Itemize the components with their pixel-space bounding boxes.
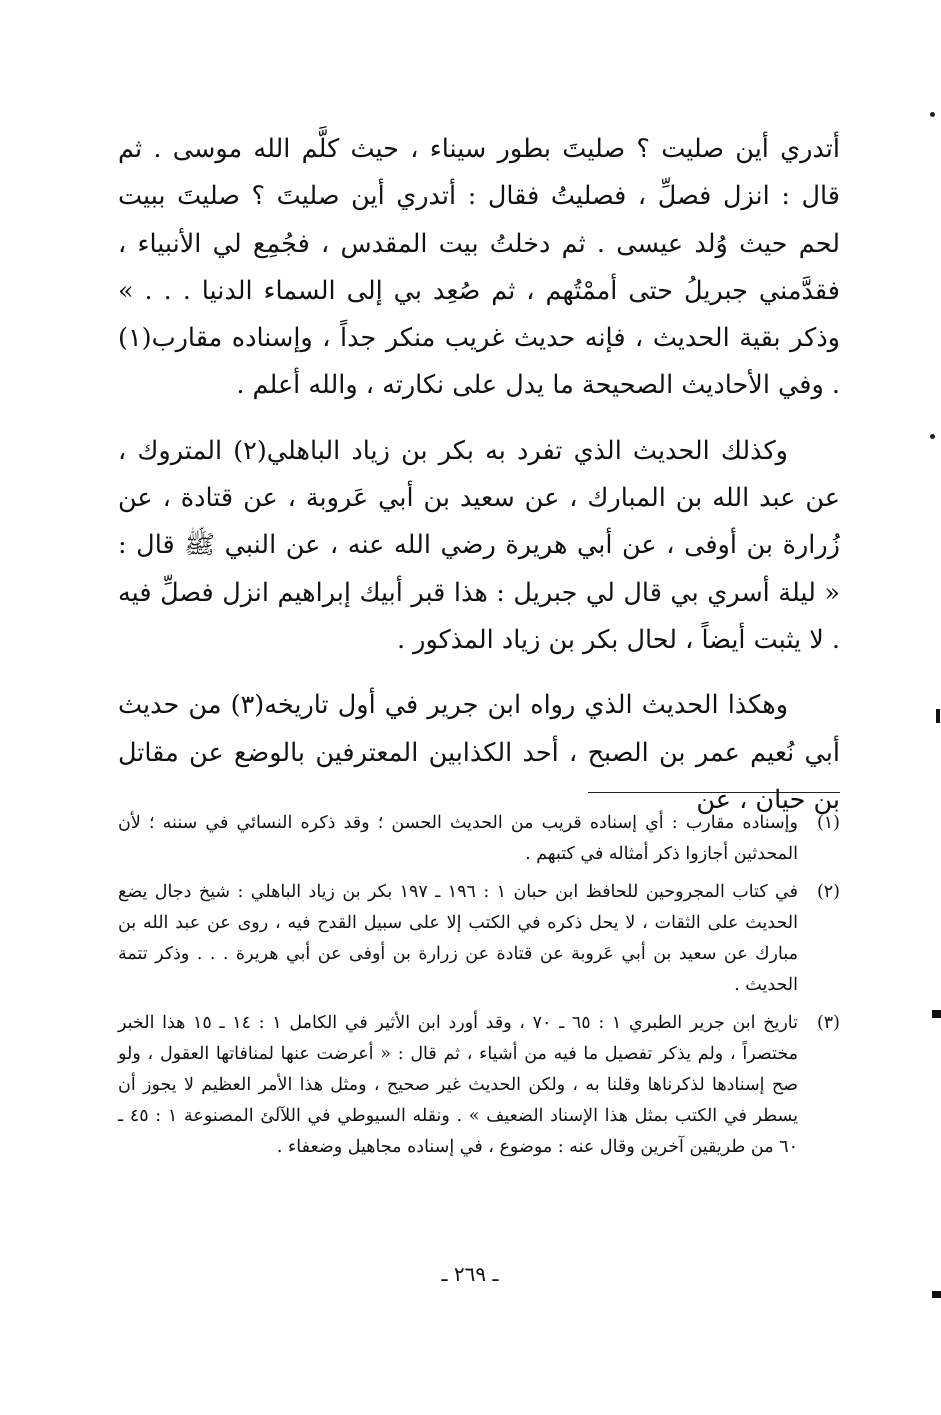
scan-edge-dot [930,112,935,117]
footnote-3 [118,1008,840,1163]
paragraph-3: وهكذا الحديث الذي رواه ابن جرير في أول تاريخه(٣) من حديث أبي نُعيم عمر بن الصبح ، أحد الكذابين المعترفين بالوضع عن مقاتل بن حيان ، عن [118,690,840,815]
page-number: ـ ٢٦٩ ـ [441,1262,499,1286]
footnote-text: وإسناده مقارب : أي إسناده قريب من الحديث الحسن ؛ وقد ذكره النسائي في سننه ؛ لأن المحدثين أجازوا ذكر أمثاله في كتبهم . [118,813,798,864]
footnote-number: (٢) [816,882,840,902]
footnote-number: (٣) [816,1013,840,1033]
paragraph-1: أتدري أين صليت ؟ صليتَ بطور سيناء ، حيث كلَّم الله موسى . ثم قال : انزل فصلِّ ، فصليتُ فقال : أتدري أين صليتَ ؟ صليتَ ببيت لحم حيث وُلد عيسى . ثم دخلتُ بيت المقدس ، فجُمِع لي الأنبياء ، فقدَّمني جبريلُ حتى أممْتُهم ، ثم صُعِد بي إلى السماء الدنيا . . . » وذكر بقية الحديث ، فإنه حديث غريب منكر جداً ، وإسناده مقارب(١) . وفي الأحاديث الصحيحة ما يدل على نكارته ، والله أعلم . [118,134,840,401]
scan-edge-dot [930,434,935,439]
paragraph-2: وكذلك الحديث الذي تفرد به بكر بن زياد الباهلي(٢) المتروك ، عن عبد الله بن المبارك ، عن سعيد بن أبي عَروبة ، عن قتادة ، عن زُرارة بن أوفى ، عن أبي هريرة رضي الله عنه ، عن النبي ﷺ قال : « ليلة أسري بي قال لي جبريل : هذا قبر أبيك إبراهيم انزل فصلِّ فيه . لا يثبت أيضاً ، لحال بكر بن زياد المذكور . [118,435,840,655]
footnote-number: (١) [816,813,840,833]
footnote-text: في كتاب المجروحين للحافظ ابن حبان ١ : ١٩٦ ـ ١٩٧ بكر بن زياد الباهلي : شيخ دجال يضع الحديث على الثقات ، لا يحل ذكره في الكتب إلا على سبيل القدح فيه ، روى عن عبد الله بن مبارك عن سعيد بن أبي عَروبة عن قتادة عن زرارة بن أوفى عن أبي هريرة . . . وذكر تتمة الحديث . [118,882,799,995]
footnote-divider [588,792,840,793]
footnote-2 [118,877,840,1001]
footnote-text: تاريخ ابن جرير الطبري ١ : ٦٥ ـ ٧٠ ، وقد أورد ابن الأثير في الكامل ١ : ١٤ ـ ١٥ هذا الخبر مختصراً ، ولم يذكر تفصيل ما فيه من أشياء ، ثم قال : « أعرضت عنها لمنافاتها العقول ، ولو صح إسنادها لذكرناها وقلنا به ، ولكن الحديث غير صحيح ، ومثل هذا الأمر العظيم لا يجوز أن يسطر في الكتب بمثل هذا الإسناد الضعيف » . ونقله السيوطي في اللآلئ المصنوعة ١ : ٤٥ ـ ٦٠ من طريقين آخرين وقال عنه : موضوع ، في إسناده مجاهيل وضعفاء . [118,1013,798,1157]
footnote-1 [118,808,840,870]
scan-edge-mark [932,1291,941,1298]
scan-edge-mark [932,1010,941,1018]
footnotes [118,808,840,1170]
main-text [118,126,840,824]
scan-edge-mark [936,709,940,723]
